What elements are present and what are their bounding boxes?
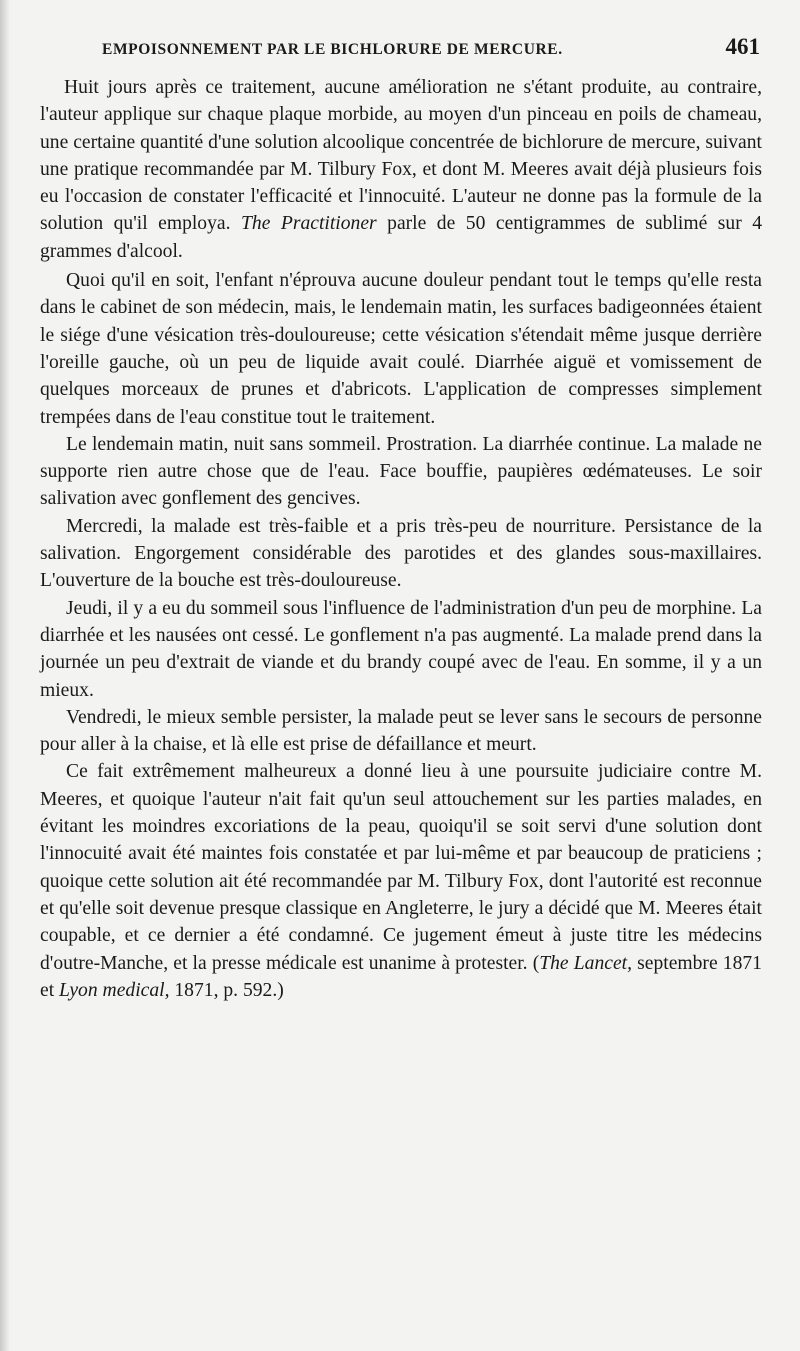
page-number: 461 [725,34,760,59]
body-text [40,74,762,1004]
journal-title-lancet: The Lancet, [539,952,632,974]
paragraph-7-text: Ce fait extrêmement malheureux a donné lieu à une poursuite judiciaire contre M. Meeres, et quoique l'auteur n'ait fait qu'un seul attouchement sur les parties malades, en évitant les moindres excoriations de la peau, quoiqu'il se soit servi d'une solution dont l'innocuité avait été maintes fois constatée et par lui-même et par beaucoup de praticiens ; quoique cette solution ait été recommandée par M. Tilbury Fox, dont l'autorité est reconnue et qu'elle soit devenue presque classique en Angleterre, le jury a décidé que M. Meeres était coupable, et ce dernier a été condamné. Ce jugement émeut à juste titre les médecins d'outre-Manche, et la presse médicale est unanime à protester. ( [40,761,762,974]
paragraph-1 [40,74,762,265]
paragraph-1-text-end: parle de 50 centigrammes de sublimé sur 4 grammes d'alcool. [40,213,763,262]
paragraph-7 [40,758,762,1004]
journal-title-practitioner: The Practitioner [241,213,377,235]
running-head: EMPOISONNEMENT PAR LE BICHLORURE DE MERCURE. [102,41,563,58]
paragraph-4: Mercredi, la malade est très-faible et a pris très-peu de nourriture. Persistance de la salivation. Engorgement considérable des parotides et des glandes sous-maxillaires. L'ouverture de la bouche est très-douloureuse. [40,515,762,592]
paragraph-1-text: Huit jours après ce traitement, aucune amélioration ne s'étant produite, au contraire, l'auteur applique sur chaque plaque morbide, au moyen d'un pinceau en poils de chameau, une certaine quantité d'une solution alcoolique concentrée de bichlorure de mercure, suivant une pratique recommandée par M. Tilbury Fox, et dont M. Meeres avait déjà plusieurs fois eu l'occasion de constater l'efficacité et l'innocuité. L'auteur ne donne pas la formule de la solution qu'il employa. [40,77,762,235]
paragraph-3: Le lendemain matin, nuit sans sommeil. Prostration. La diarrhée continue. La malade ne supporte rien autre chose que de l'eau. Face bouffie, paupières œdémateuses. Le soir salivation avec gonflement des gencives. [40,433,762,510]
citation-date: septembre 1871 et [40,952,762,1001]
page-header [40,34,762,74]
journal-title-lyon-medical: Lyon medical, [59,979,170,1001]
paragraph-5: Jeudi, il y a eu du sommeil sous l'influence de l'administration d'un peu de morphine. La diarrhée et les nausées ont cessé. Le gonflement n'a pas augmenté. La malade prend dans la journée un peu d'extrait de viande et du brandy coupé avec de l'eau. En somme, il y a un mieux. [40,597,762,701]
citation-page: 1871, p. 592.) [169,979,284,1001]
paragraph-6: Vendredi, le mieux semble persister, la malade peut se lever sans le secours de personne pour aller à la chaise, et là elle est prise de défaillance et meurt. [40,706,762,756]
paragraph-2: Quoi qu'il en soit, l'enfant n'éprouva aucune douleur pendant tout le temps qu'elle resta dans le cabinet de son médecin, mais, le lendemain matin, les surfaces badigeonnées étaient le siége d'une vésication très-douloureuse; cette vésication s'étendait même jusque derrière l'oreille gauche, où un peu de liquide avait coulé. Diarrhée aiguë et vomissement de quelques morceaux de prunes et d'abricots. L'application de compresses simplement trempées dans de l'eau constitue tout le traitement. [40,270,762,428]
